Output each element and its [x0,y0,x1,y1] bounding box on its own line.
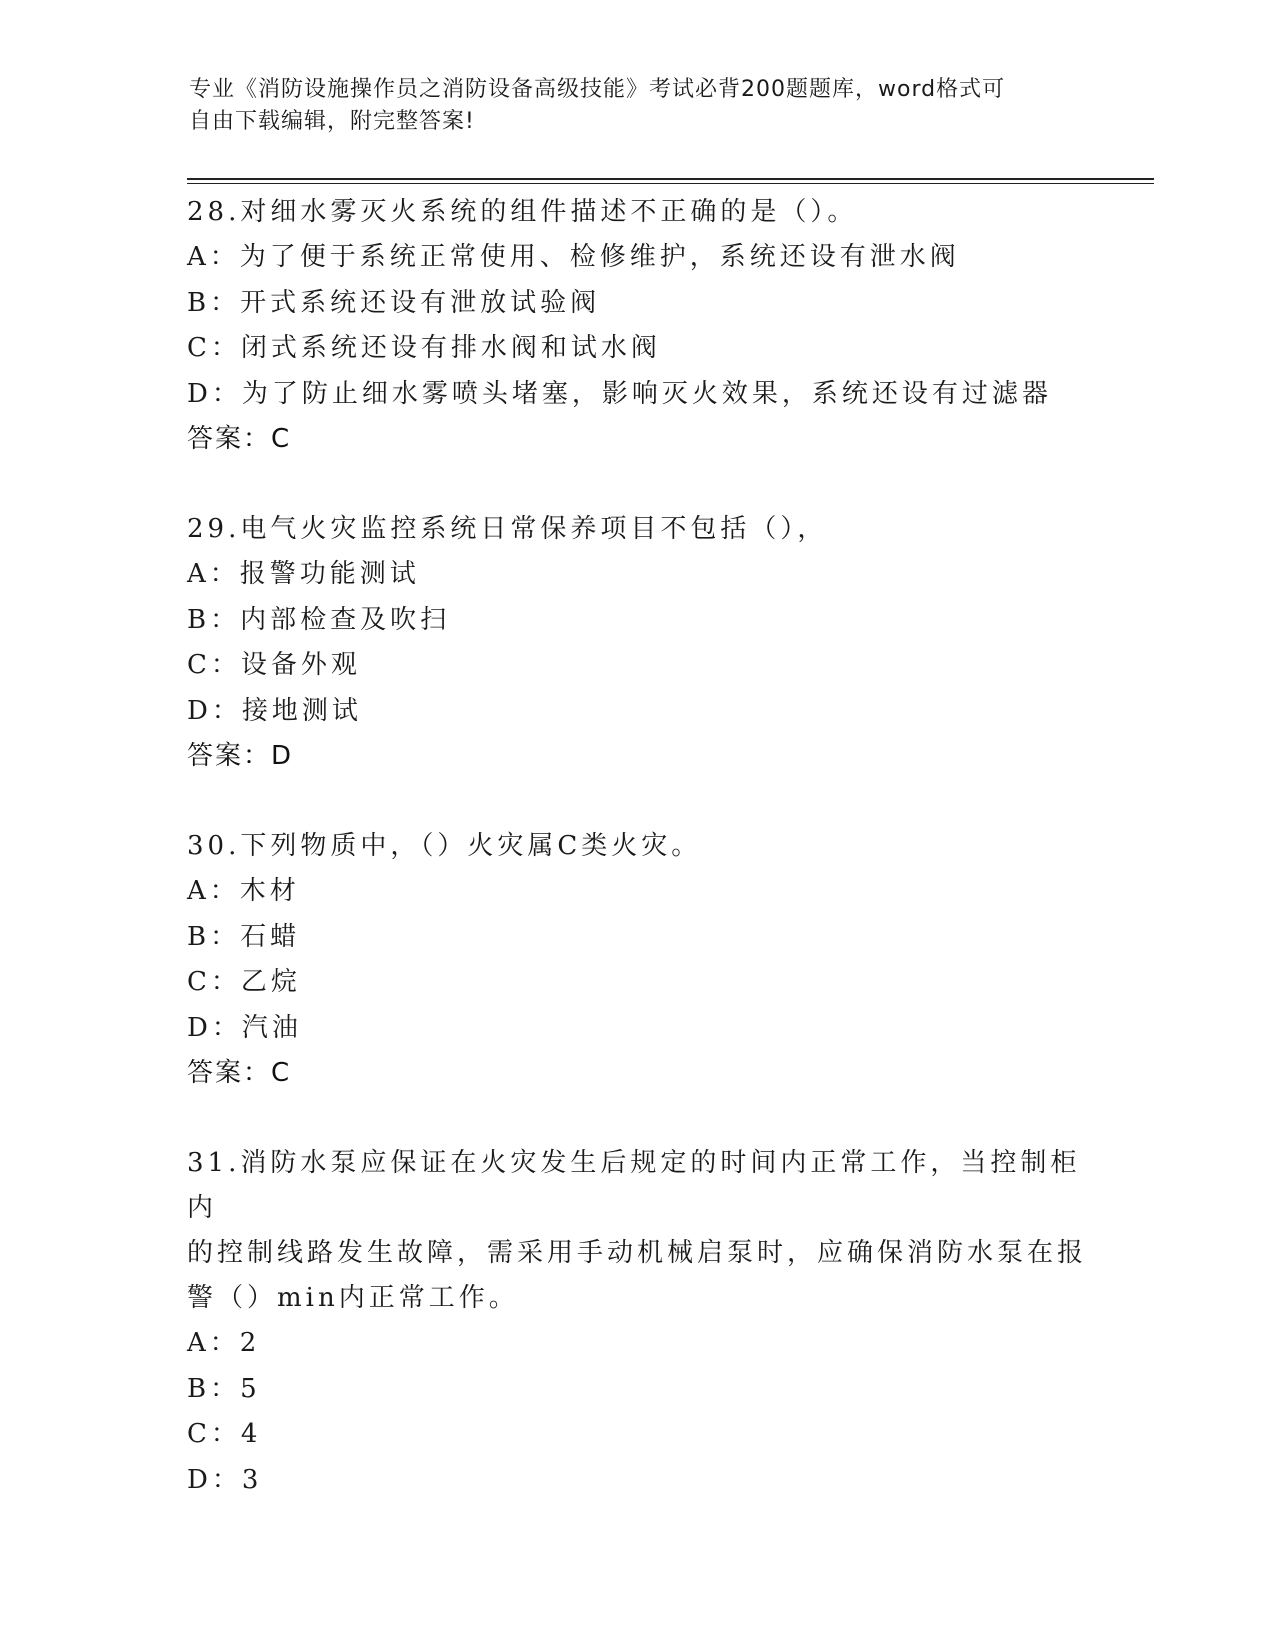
header-divider-thin [187,183,1154,184]
option-c: C：设备外观 [187,650,361,680]
question-stem: 30.下列物质中，（）火灾属C类火灾。 [187,831,702,861]
option-b: B：石蜡 [187,921,301,952]
option-d: D：3 [187,1464,263,1495]
option-d: D：为了防止细水雾喷头堵塞，影响灭火效果，系统还设有过滤器 [187,378,1052,409]
question-stem: 29.电气火灾监控系统日常保养项目不包括（）， [187,514,828,544]
document-header [189,74,1089,138]
question-stem-line-2: 的控制线路发生故障，需采用手动机械启泵时，应确保消防水泵在报 [187,1238,1088,1268]
header-divider-thick [187,178,1154,180]
question-30 [187,824,1107,1096]
question-stem-line-1: 31.消防水泵应保证在火灾发生后规定的时间内正常工作，当控制柜内 [187,1148,1081,1223]
answer-line: 答案：C [187,1058,292,1088]
option-a: A：报警功能测试 [187,559,420,589]
answer-line: 答案：D [187,741,294,771]
option-b: B：内部检查及吹扫 [187,604,451,635]
header-line-1: 专业《消防设施操作员之消防设备高级技能》考试必背200题题库，word格式可 [189,77,1006,102]
question-28 [187,190,1107,462]
option-d: D：汽油 [187,1012,302,1043]
header-line-2: 自由下载编辑，附完整答案! [189,109,475,134]
answer-line: 答案：C [187,424,292,454]
question-29 [187,507,1107,779]
option-d: D：接地测试 [187,695,362,726]
option-a: A：2 [187,1328,261,1358]
question-list [187,190,1107,1503]
option-c: C：闭式系统还设有排水阀和试水阀 [187,333,661,363]
option-c: C：乙烷 [187,967,301,997]
question-stem: 28.对细水雾灭火系统的组件描述不正确的是（）。 [187,197,858,227]
question-stem-line-3: 警（）min内正常工作。 [187,1283,519,1313]
option-b: B：开式系统还设有泄放试验阀 [187,287,601,318]
option-a: A：为了便于系统正常使用、检修维护，系统还设有泄水阀 [187,242,960,272]
question-31 [187,1141,1107,1503]
option-b: B：5 [187,1373,261,1404]
option-c: C：4 [187,1419,262,1449]
option-a: A：木材 [187,876,300,906]
